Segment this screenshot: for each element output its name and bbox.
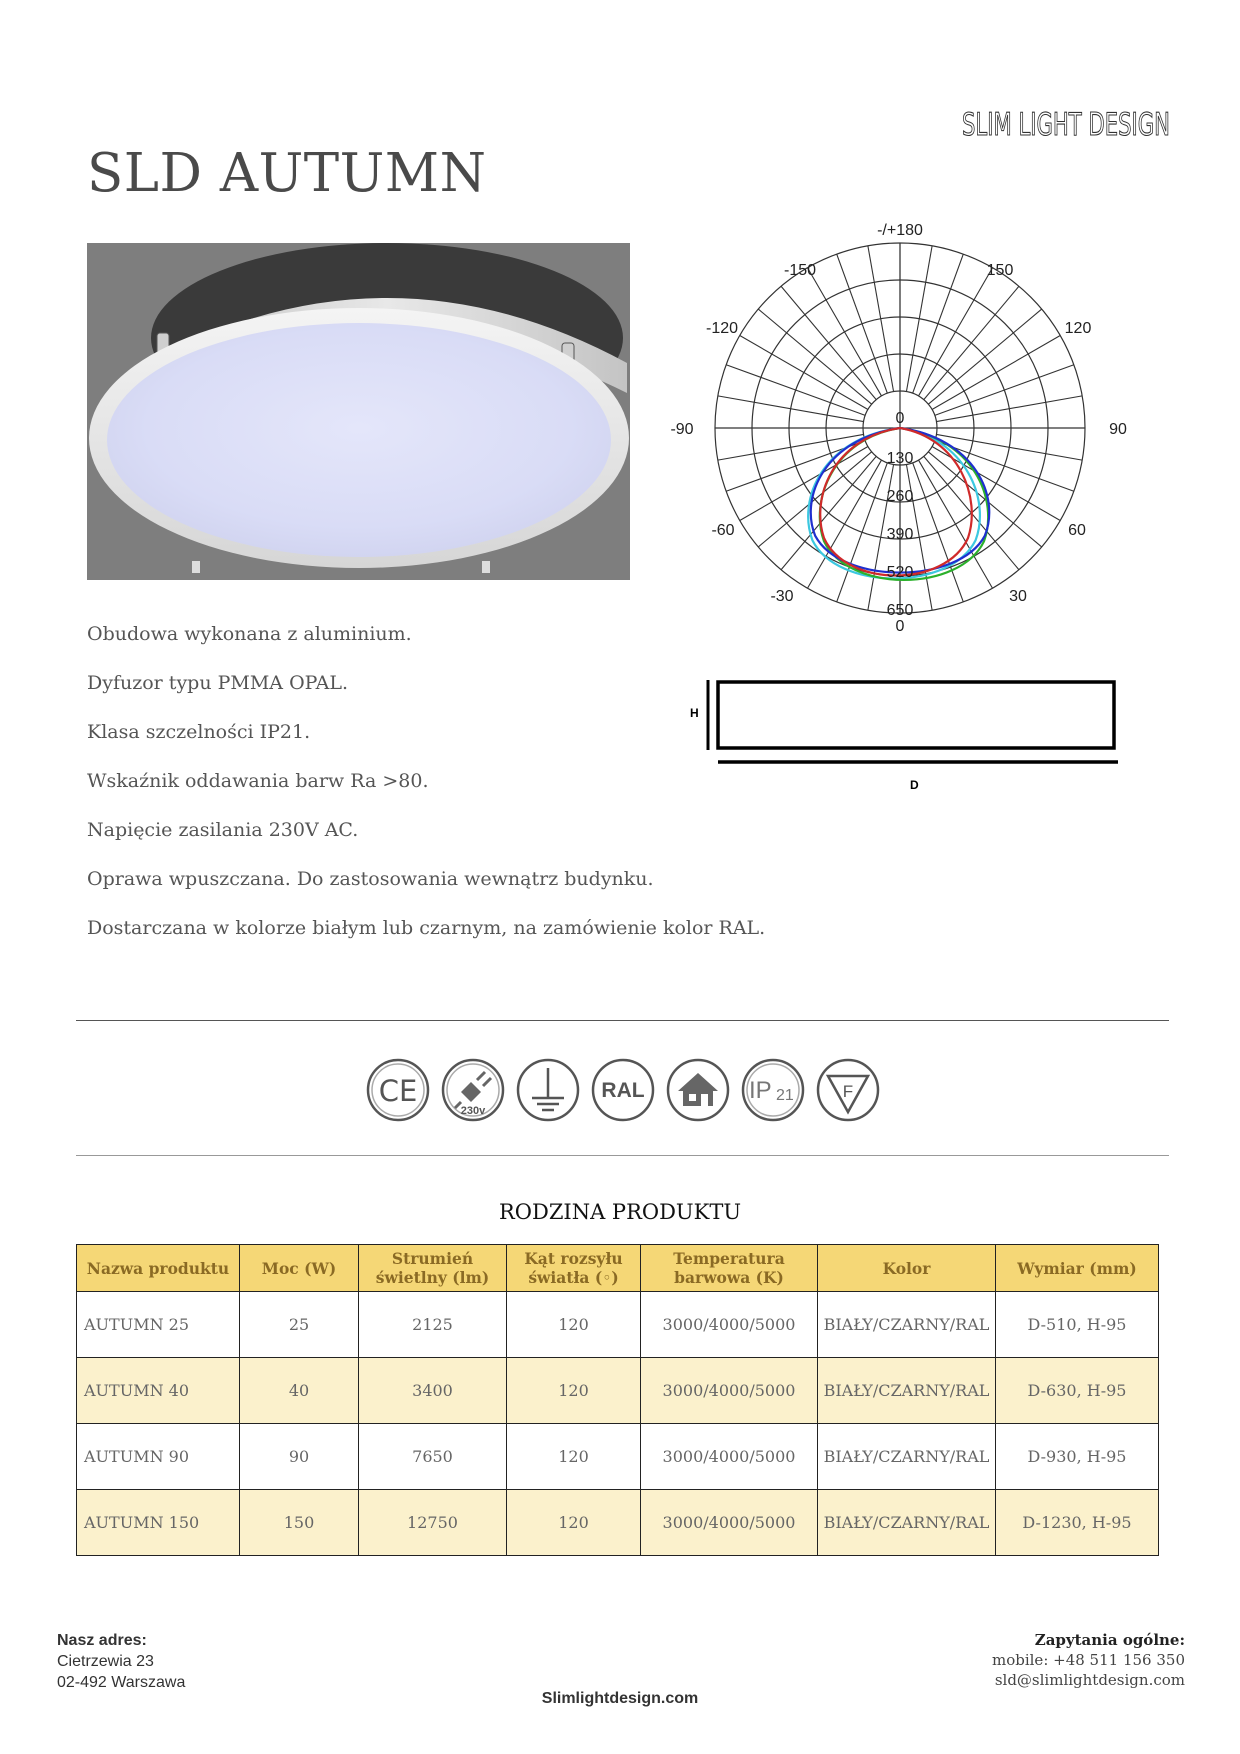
table-cell: 25 — [240, 1292, 359, 1358]
table-row — [77, 1358, 1159, 1424]
table-cell: 12750 — [359, 1490, 507, 1556]
polar-angle-label: -120 — [705, 320, 739, 337]
address-heading: Nasz adres: — [57, 1632, 147, 1649]
feature-item: Wskaźnik oddawania barw Ra >80. — [87, 770, 429, 792]
f-mark-icon — [816, 1058, 880, 1122]
feature-item: Dostarczana w kolorze białym lub czarnym, na zamówienie kolor RAL. — [87, 917, 766, 939]
column-header: Kąt rozsyłu światła (◦) — [507, 1245, 641, 1292]
column-header: Nazwa produktu — [77, 1245, 240, 1292]
table-cell: 120 — [507, 1490, 641, 1556]
table-cell: BIAŁY/CZARNY/RAL — [818, 1490, 996, 1556]
address-line: Cietrzewia 23 — [57, 1653, 154, 1670]
table-cell: 7650 — [359, 1424, 507, 1490]
polar-angle-label: 90 — [1109, 421, 1127, 438]
table-cell: D-630, H-95 — [996, 1358, 1159, 1424]
column-header: Wymiar (mm) — [996, 1245, 1159, 1292]
indoor-house-icon — [666, 1058, 730, 1122]
table-cell: 120 — [507, 1292, 641, 1358]
table-cell: 3000/4000/5000 — [641, 1358, 818, 1424]
polar-angle-label: -90 — [670, 421, 694, 438]
ral-icon — [591, 1058, 655, 1122]
table-cell: BIAŁY/CZARNY/RAL — [818, 1358, 996, 1424]
polar-angle-label: 0 — [895, 618, 905, 635]
certification-icons — [366, 1058, 876, 1122]
column-header: Kolor — [818, 1245, 996, 1292]
contact-heading: Zapytania ogólne: — [1034, 1631, 1185, 1649]
table-cell: D-930, H-95 — [996, 1424, 1159, 1490]
table-cell: AUTUMN 40 — [77, 1358, 240, 1424]
polar-intensity-diagram — [670, 218, 1150, 638]
contact-block — [992, 1630, 1185, 1690]
svg-text:CE: CE — [378, 1074, 418, 1108]
polar-radial-label: 520 — [886, 564, 914, 581]
table-cell: 3000/4000/5000 — [641, 1424, 818, 1490]
brand-logo — [962, 103, 1172, 143]
website-link[interactable]: Slimlightdesign.com — [541, 1690, 699, 1707]
plug-230v-icon — [441, 1058, 505, 1122]
feature-item: Oprawa wpuszczana. Do zastosowania wewnątrz budynku. — [87, 868, 654, 890]
dimension-drawing — [680, 672, 1140, 802]
polar-angle-label: -60 — [711, 522, 735, 539]
polar-radial-label: 650 — [886, 602, 914, 619]
polar-radial-label: 0 — [895, 410, 905, 427]
table-cell: 120 — [507, 1424, 641, 1490]
table-cell: 3000/4000/5000 — [641, 1490, 818, 1556]
table-cell: AUTUMN 150 — [77, 1490, 240, 1556]
height-label: H — [690, 706, 699, 720]
polar-radial-label: 390 — [886, 526, 914, 543]
svg-text:21: 21 — [776, 1087, 794, 1104]
product-family-table — [76, 1244, 1159, 1556]
table-cell: 90 — [240, 1424, 359, 1490]
feature-item: Obudowa wykonana z aluminium. — [87, 623, 412, 645]
svg-text:230v: 230v — [460, 1105, 486, 1117]
table-row — [77, 1424, 1159, 1490]
divider — [76, 1020, 1169, 1021]
polar-angle-label: 120 — [1064, 320, 1092, 337]
polar-radial-label: 260 — [886, 488, 914, 505]
table-cell: BIAŁY/CZARNY/RAL — [818, 1424, 996, 1490]
table-row — [77, 1490, 1159, 1556]
svg-text:RAL: RAL — [601, 1079, 645, 1102]
polar-angle-label: -150 — [783, 262, 817, 279]
feature-list — [87, 623, 766, 966]
address-block — [57, 1630, 185, 1693]
polar-radial-label: 130 — [886, 450, 914, 467]
table-header-row — [77, 1245, 1159, 1292]
feature-item: Napięcie zasilania 230V AC. — [87, 819, 359, 841]
feature-item: Dyfuzor typu PMMA OPAL. — [87, 672, 349, 694]
column-header: Moc (W) — [240, 1245, 359, 1292]
table-cell: 2125 — [359, 1292, 507, 1358]
polar-angle-label: 150 — [986, 262, 1014, 279]
polar-angle-label: -/+180 — [877, 222, 923, 239]
ce-mark-icon — [366, 1058, 430, 1122]
table-cell: 150 — [240, 1490, 359, 1556]
column-header: Strumień świetlny (lm) — [359, 1245, 507, 1292]
table-cell: AUTUMN 25 — [77, 1292, 240, 1358]
table-cell: 3000/4000/5000 — [641, 1292, 818, 1358]
product-photo — [87, 243, 630, 580]
table-cell: AUTUMN 90 — [77, 1424, 240, 1490]
polar-angle-label: 60 — [1068, 522, 1086, 539]
page-title: SLD AUTUMN — [87, 143, 487, 204]
table-cell: D-510, H-95 — [996, 1292, 1159, 1358]
column-header: Temperatura barwowa (K) — [641, 1245, 818, 1292]
table-cell: 3400 — [359, 1358, 507, 1424]
product-family-title: RODZINA PRODUKTU — [498, 1200, 742, 1224]
polar-angle-label: 30 — [1009, 588, 1027, 605]
feature-item: Klasa szczelności IP21. — [87, 721, 311, 743]
table-cell: 40 — [240, 1358, 359, 1424]
table-row — [77, 1292, 1159, 1358]
ip21-icon — [741, 1058, 805, 1122]
contact-email: sld@slimlightdesign.com — [994, 1671, 1185, 1689]
table-cell: 120 — [507, 1358, 641, 1424]
polar-angle-label: -30 — [770, 588, 794, 605]
diameter-label: D — [910, 778, 919, 792]
contact-phone: mobile: +48 511 156 350 — [991, 1651, 1185, 1669]
earth-ground-icon — [516, 1058, 580, 1122]
brand-logo-text: SLIM LIGHT DESIGN — [962, 107, 1170, 143]
divider — [76, 1155, 1169, 1156]
table-cell: BIAŁY/CZARNY/RAL — [818, 1292, 996, 1358]
address-line: 02-492 Warszawa — [57, 1674, 186, 1691]
svg-text:IP: IP — [749, 1077, 772, 1104]
table-cell: D-1230, H-95 — [996, 1490, 1159, 1556]
svg-text:F: F — [842, 1082, 854, 1101]
